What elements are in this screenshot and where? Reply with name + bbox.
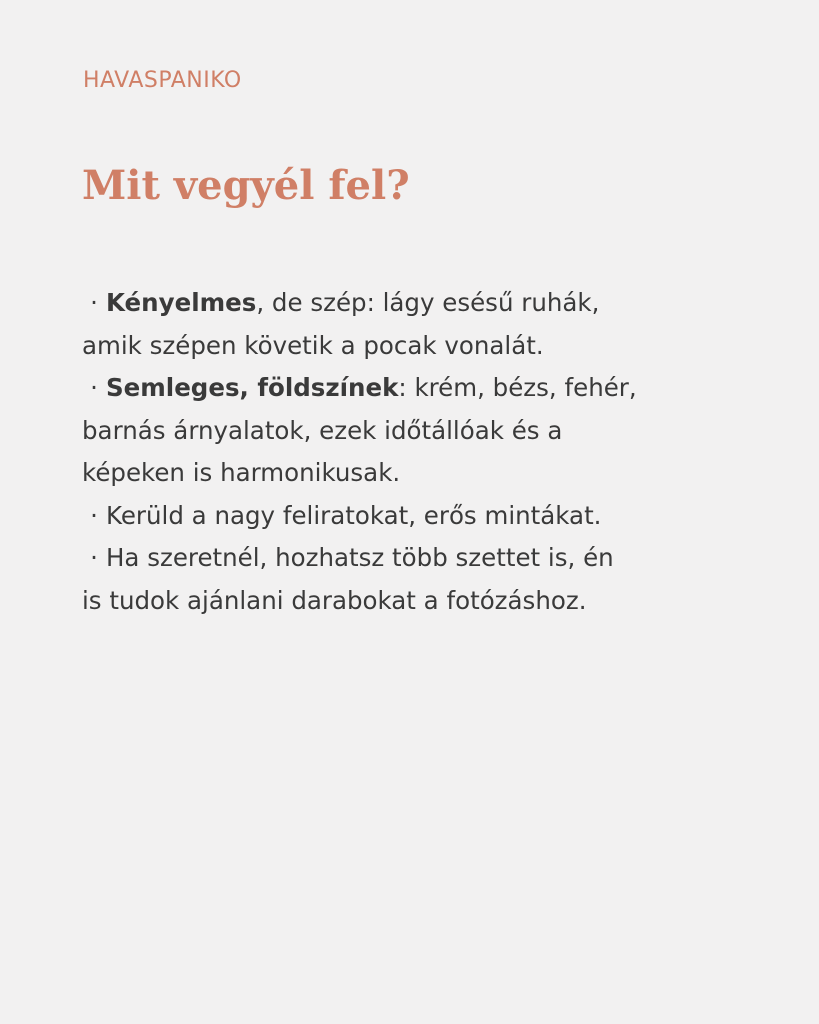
item-text: Ha szeretnél, hozhatsz több szettet is, én xyxy=(106,543,614,572)
item-text: , de szép: lágy esésű ruhák, xyxy=(256,288,600,317)
bullet: · xyxy=(90,373,98,402)
brand-name: HAVASPANIKO xyxy=(83,68,242,93)
bullet: · xyxy=(90,500,98,530)
item-text: Kerüld a nagy feliratokat, erős mintákat. xyxy=(106,500,602,530)
item-continuation: amik szépen követik a pocak vonalát. xyxy=(82,330,544,360)
clothing-tips-list xyxy=(82,282,772,622)
item-highlight: Semleges, földszínek xyxy=(106,373,399,402)
list-item xyxy=(82,367,772,410)
item-highlight: Kényelmes xyxy=(106,288,257,317)
bullet: · xyxy=(90,543,98,572)
list-item xyxy=(82,495,772,538)
item-text: : krém, bézs, fehér, xyxy=(398,373,637,402)
bullet: · xyxy=(90,288,98,317)
page-title: Mit vegyél fel? xyxy=(82,162,410,209)
item-continuation: barnás árnyalatok, ezek időtállóak és a xyxy=(82,415,563,445)
item-continuation: is tudok ajánlani darabokat a fotózáshoz. xyxy=(82,585,587,615)
item-continuation: képeken is harmonikusak. xyxy=(82,458,401,487)
list-item xyxy=(82,282,772,325)
list-item xyxy=(82,537,772,580)
